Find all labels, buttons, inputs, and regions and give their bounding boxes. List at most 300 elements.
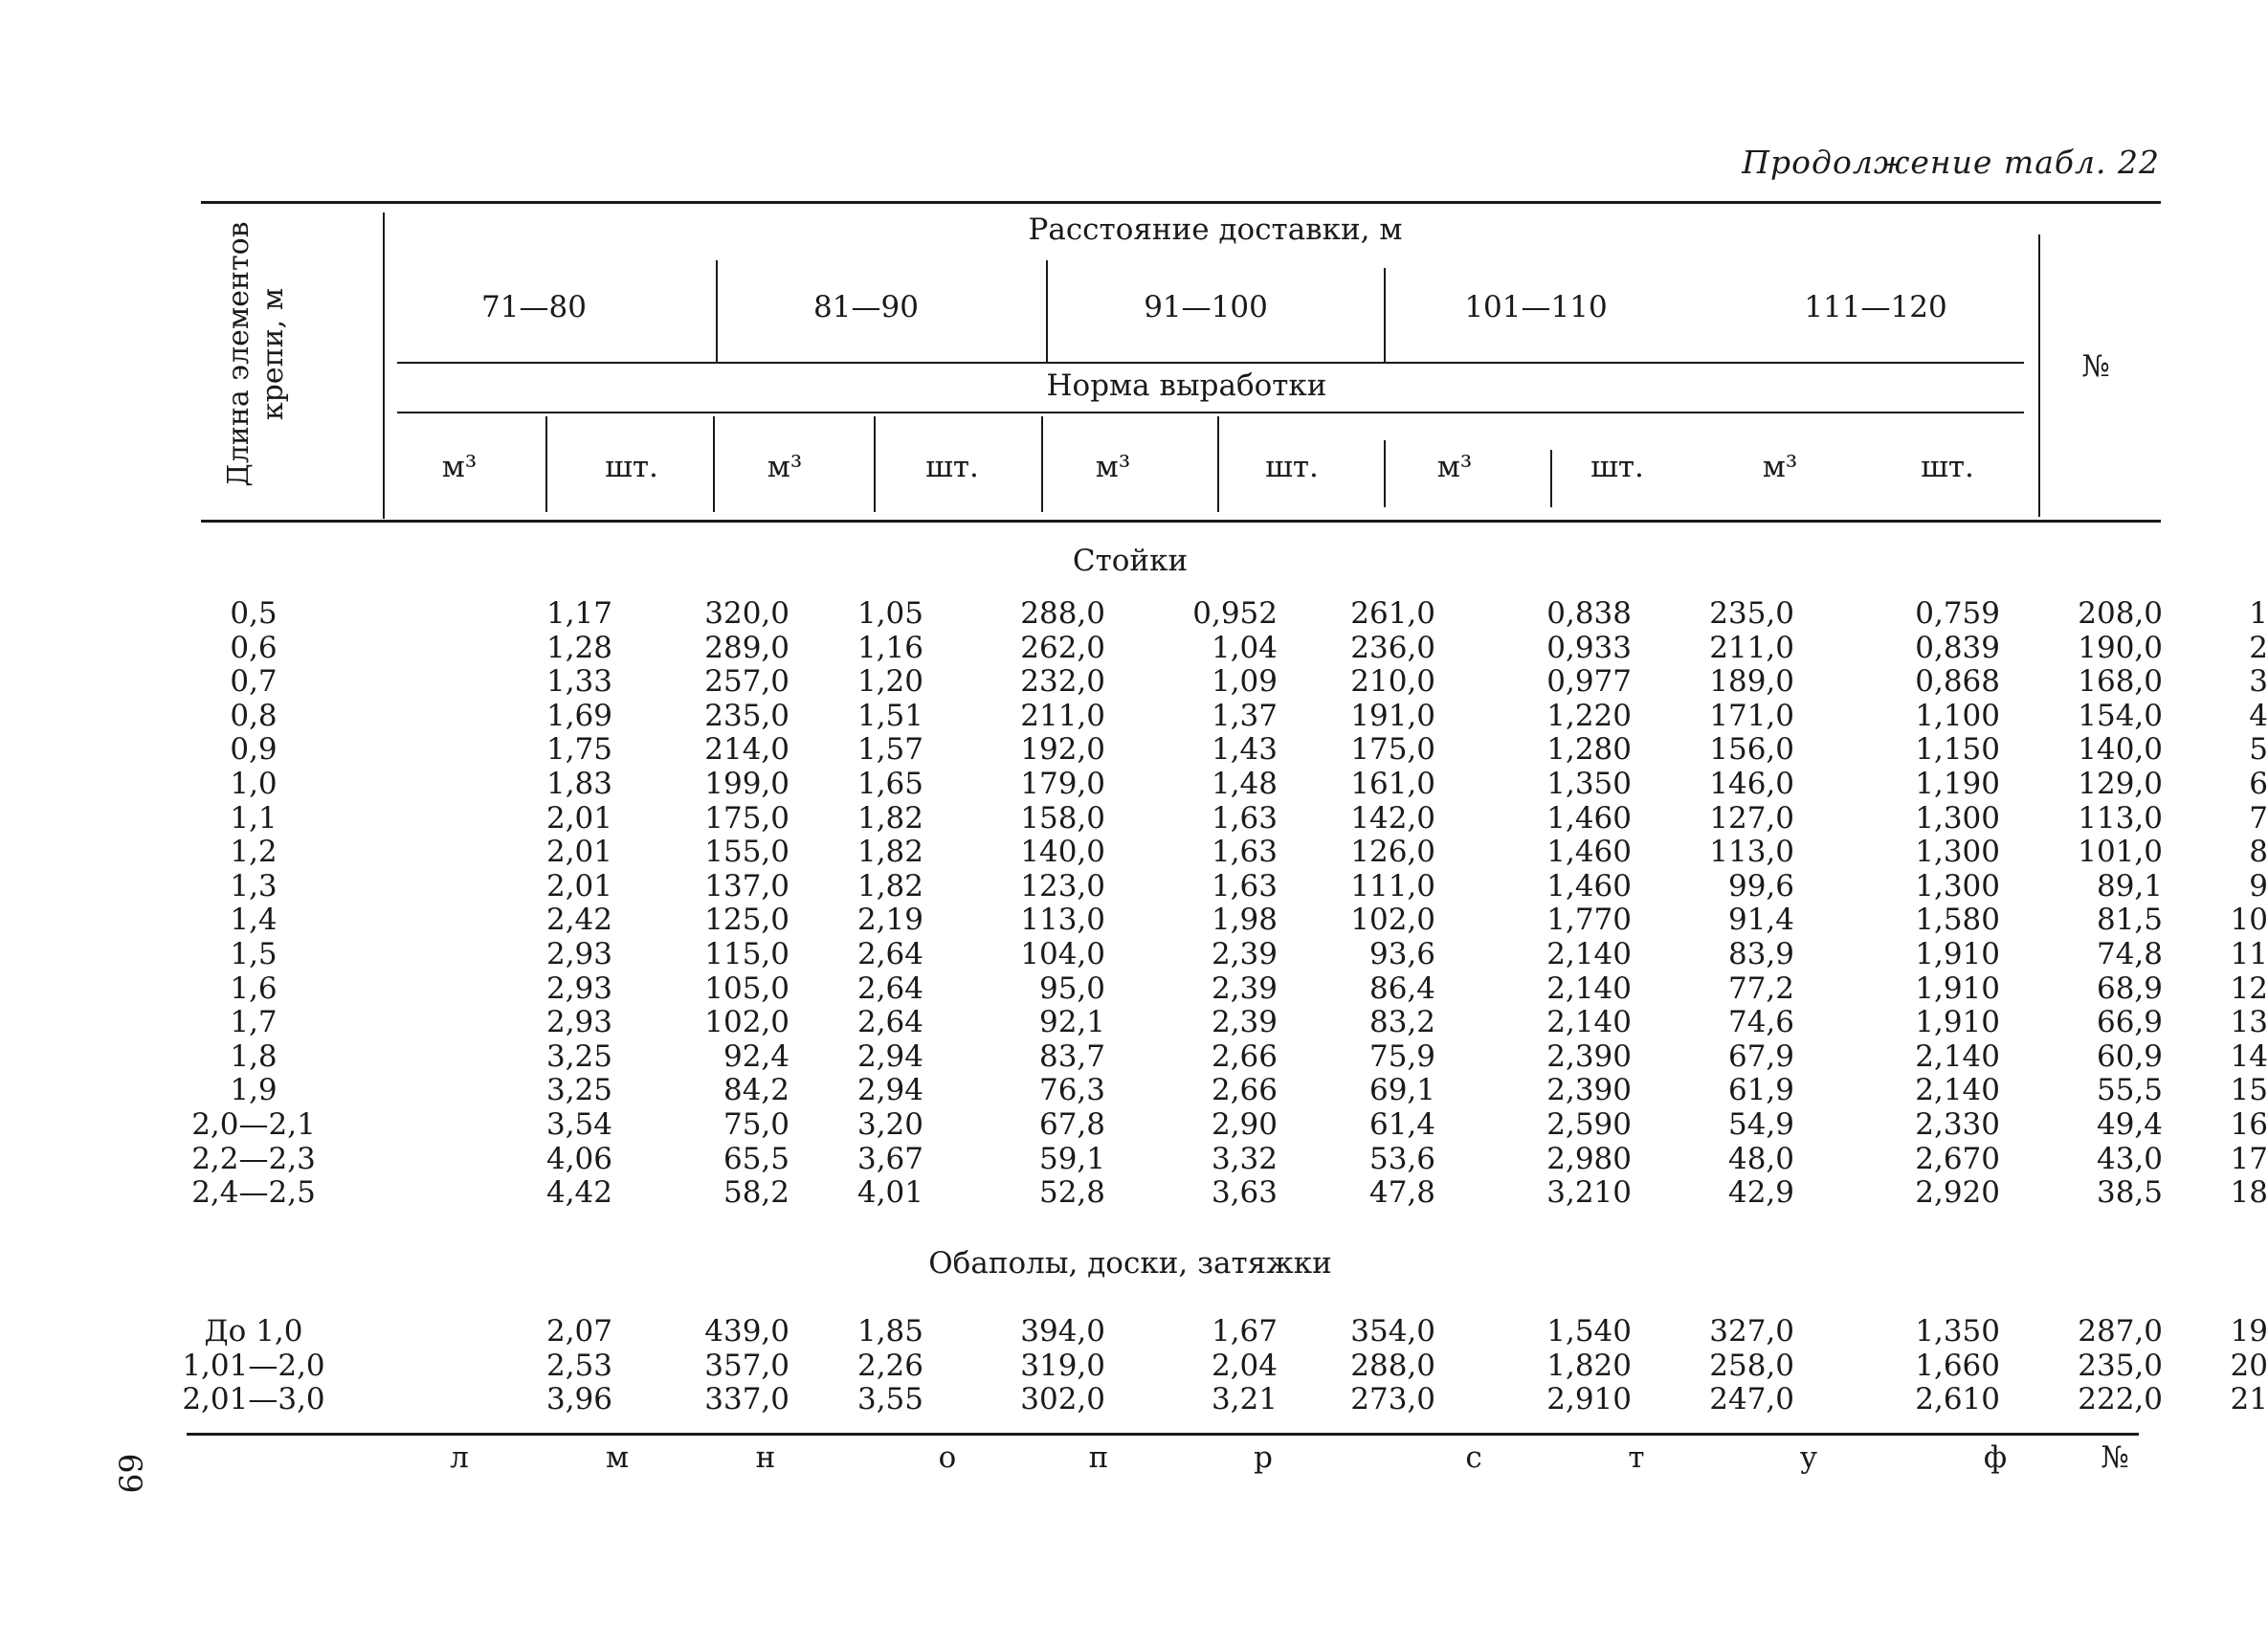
value-cell: 189,0 — [1709, 664, 1794, 700]
posts-row — [182, 1073, 2268, 1108]
value-cell: 2,90 — [1211, 1106, 1278, 1142]
value-cell: 235,0 — [1709, 596, 1794, 631]
value-cell: 91,4 — [1727, 903, 1794, 938]
value-cell: 1,67 — [1211, 1314, 1278, 1349]
section-boards: Обаполы, доски, затяжки — [928, 1246, 1332, 1281]
value-cell: 75,0 — [723, 1106, 789, 1142]
row-number-cell: 7 — [2249, 800, 2268, 836]
row-length-cell: 1,6 — [230, 970, 278, 1006]
value-cell: 3,96 — [545, 1382, 612, 1417]
value-cell: 1,300 — [1915, 800, 2000, 836]
value-cell: 439,0 — [704, 1314, 789, 1349]
value-cell: 210,0 — [1350, 664, 1435, 700]
value-cell: 161,0 — [1350, 766, 1435, 801]
value-cell: 99,6 — [1727, 868, 1794, 903]
row-length-cell: 0,9 — [230, 732, 278, 768]
value-cell: 42,9 — [1727, 1175, 1794, 1211]
row-length-cell: 1,1 — [230, 800, 278, 836]
value-cell: 2,39 — [1211, 936, 1278, 971]
value-cell: 1,660 — [1915, 1348, 2000, 1383]
value-cell: 192,0 — [1020, 732, 1105, 768]
posts-row — [182, 835, 2268, 870]
value-cell: 1,09 — [1211, 664, 1278, 700]
value-cell: 156,0 — [1709, 732, 1794, 768]
unit-pcs-1: шт. — [605, 450, 658, 484]
value-cell: 1,57 — [856, 732, 923, 768]
value-cell: 273,0 — [1350, 1382, 1435, 1417]
range-divider-3 — [1384, 268, 1386, 364]
value-cell: 0,839 — [1915, 630, 2000, 665]
unit-divider-3 — [874, 416, 876, 512]
posts-row — [182, 868, 2268, 904]
posts-row — [182, 766, 2268, 802]
value-cell: 55,5 — [2096, 1073, 2163, 1108]
row-number-cell: 21 — [2230, 1382, 2268, 1417]
value-cell: 93,6 — [1368, 936, 1435, 971]
value-cell: 2,93 — [545, 1005, 612, 1040]
value-cell: 1,910 — [1915, 1005, 2000, 1040]
value-cell: 190,0 — [2078, 630, 2163, 665]
value-cell: 2,910 — [1546, 1382, 1632, 1417]
value-cell: 287,0 — [2078, 1314, 2163, 1349]
row-number-cell: 13 — [2230, 1005, 2268, 1040]
value-cell: 101,0 — [2078, 835, 2163, 870]
value-cell: 140,0 — [2078, 732, 2163, 768]
value-cell: 1,82 — [856, 800, 923, 836]
value-cell: 47,8 — [1368, 1175, 1435, 1211]
value-cell: 142,0 — [1350, 800, 1435, 836]
value-cell: 43,0 — [2096, 1141, 2163, 1176]
value-cell: 113,0 — [2078, 800, 2163, 836]
value-cell: 2,390 — [1546, 1038, 1632, 1074]
value-cell: 89,1 — [2096, 868, 2163, 903]
unit-pcs-4: шт. — [1590, 450, 1644, 484]
value-cell: 288,0 — [1350, 1348, 1435, 1383]
value-cell: 53,6 — [1368, 1141, 1435, 1176]
number-divider — [2038, 234, 2040, 517]
value-cell: 2,64 — [856, 1005, 923, 1040]
value-cell: 67,9 — [1727, 1038, 1794, 1074]
row-length-cell: 1,4 — [230, 903, 278, 938]
row-number-cell: 1 — [2249, 596, 2268, 631]
posts-row — [182, 1141, 2268, 1177]
value-cell: 2,66 — [1211, 1073, 1278, 1108]
value-cell: 320,0 — [704, 596, 789, 631]
value-cell: 52,8 — [1038, 1175, 1105, 1211]
value-cell: 2,390 — [1546, 1073, 1632, 1108]
posts-row — [182, 664, 2268, 700]
row-number-cell: 9 — [2249, 868, 2268, 903]
footer-letter: л — [450, 1440, 469, 1475]
unit-divider-1 — [545, 416, 547, 512]
posts-row — [182, 800, 2268, 836]
footer-letter: № — [2101, 1440, 2129, 1475]
footer-rule — [187, 1433, 2139, 1436]
footer-letter: м — [605, 1440, 630, 1475]
value-cell: 235,0 — [704, 698, 789, 733]
value-cell: 2,330 — [1915, 1106, 2000, 1142]
posts-row — [182, 970, 2268, 1007]
row-length-cell: 2,0—2,1 — [191, 1106, 316, 1142]
footer-letter: о — [938, 1440, 957, 1475]
value-cell: 1,820 — [1546, 1348, 1632, 1383]
posts-row — [182, 1106, 2268, 1143]
row-number-cell: 15 — [2230, 1073, 2268, 1108]
value-cell: 354,0 — [1350, 1314, 1435, 1349]
value-cell: 102,0 — [704, 1005, 789, 1040]
value-cell: 4,06 — [545, 1141, 612, 1176]
value-cell: 1,280 — [1546, 732, 1632, 768]
row-length-cell: 0,5 — [230, 596, 278, 631]
value-cell: 66,9 — [2096, 1005, 2163, 1040]
value-cell: 1,20 — [856, 664, 923, 700]
value-cell: 288,0 — [1020, 596, 1105, 631]
value-cell: 4,01 — [856, 1175, 923, 1211]
range-71-80: 71—80 — [481, 290, 587, 324]
value-cell: 191,0 — [1350, 698, 1435, 733]
value-cell: 92,1 — [1038, 1005, 1105, 1040]
value-cell: 60,9 — [2096, 1038, 2163, 1074]
value-cell: 1,460 — [1546, 835, 1632, 870]
value-cell: 2,66 — [1211, 1038, 1278, 1074]
row-number-cell: 19 — [2230, 1314, 2268, 1349]
value-cell: 2,93 — [545, 936, 612, 971]
norm-divider-rule — [397, 412, 2024, 413]
value-cell: 327,0 — [1709, 1314, 1794, 1349]
value-cell: 2,590 — [1546, 1106, 1632, 1142]
value-cell: 208,0 — [2078, 596, 2163, 631]
value-cell: 1,98 — [1211, 903, 1278, 938]
value-cell: 1,63 — [1211, 835, 1278, 870]
posts-row — [182, 732, 2268, 768]
boards-row — [182, 1382, 2268, 1417]
value-cell: 319,0 — [1020, 1348, 1105, 1383]
value-cell: 137,0 — [704, 868, 789, 903]
value-cell: 1,910 — [1915, 970, 2000, 1006]
range-divider-1 — [716, 260, 718, 364]
value-cell: 92,4 — [723, 1038, 789, 1074]
value-cell: 126,0 — [1350, 835, 1435, 870]
value-cell: 1,82 — [856, 835, 923, 870]
row-number-cell: 5 — [2249, 732, 2268, 768]
value-cell: 3,21 — [1211, 1382, 1278, 1417]
value-cell: 3,55 — [856, 1382, 923, 1417]
value-cell: 232,0 — [1020, 664, 1105, 700]
range-divider-rule — [397, 362, 2024, 364]
range-101-110: 101—110 — [1464, 290, 1608, 324]
value-cell: 222,0 — [2078, 1382, 2163, 1417]
value-cell: 2,94 — [856, 1073, 923, 1108]
value-cell: 2,93 — [545, 970, 612, 1006]
value-cell: 2,04 — [1211, 1348, 1278, 1383]
value-cell: 2,140 — [1546, 970, 1632, 1006]
value-cell: 214,0 — [704, 732, 789, 768]
value-cell: 2,53 — [545, 1348, 612, 1383]
value-cell: 54,9 — [1727, 1106, 1794, 1142]
boards-row — [182, 1314, 2268, 1349]
row-length-cell: 2,01—3,0 — [182, 1382, 325, 1417]
value-cell: 2,670 — [1915, 1141, 2000, 1176]
value-cell: 1,770 — [1546, 903, 1632, 938]
value-cell: 81,5 — [2096, 903, 2163, 938]
value-cell: 2,01 — [545, 835, 612, 870]
row-number-cell: 14 — [2230, 1038, 2268, 1074]
value-cell: 1,17 — [545, 596, 612, 631]
value-cell: 4,42 — [545, 1175, 612, 1211]
value-cell: 1,37 — [1211, 698, 1278, 733]
row-number-cell: 18 — [2230, 1175, 2268, 1211]
value-cell: 95,0 — [1038, 970, 1105, 1006]
posts-row — [182, 630, 2268, 666]
value-cell: 258,0 — [1709, 1348, 1794, 1383]
value-cell: 74,8 — [2096, 936, 2163, 971]
top-rule — [201, 201, 2161, 204]
value-cell: 1,16 — [856, 630, 923, 665]
footer-letter: у — [1799, 1440, 1818, 1475]
value-cell: 59,1 — [1038, 1141, 1105, 1176]
value-cell: 1,05 — [856, 596, 923, 631]
value-cell: 1,33 — [545, 664, 612, 700]
value-cell: 1,65 — [856, 766, 923, 801]
row-length-cell: 1,5 — [230, 936, 278, 971]
value-cell: 1,910 — [1915, 936, 2000, 971]
footer-letter: н — [755, 1440, 776, 1475]
value-cell: 394,0 — [1020, 1314, 1105, 1349]
range-divider-2 — [1046, 260, 1048, 364]
value-cell: 102,0 — [1350, 903, 1435, 938]
value-cell: 67,8 — [1038, 1106, 1105, 1142]
value-cell: 3,210 — [1546, 1175, 1632, 1211]
value-cell: 1,85 — [856, 1314, 923, 1349]
value-cell: 0,933 — [1546, 630, 1632, 665]
value-cell: 129,0 — [2078, 766, 2163, 801]
value-cell: 261,0 — [1350, 596, 1435, 631]
row-length-cell: 2,4—2,5 — [191, 1175, 316, 1211]
row-number-cell: 4 — [2249, 698, 2268, 733]
table-caption: Продолжение табл. 22 — [1742, 144, 2160, 181]
value-cell: 0,952 — [1192, 596, 1278, 631]
unit-divider-7 — [1550, 450, 1552, 507]
unit-m3-1: м³ — [441, 450, 478, 484]
value-cell: 211,0 — [1709, 630, 1794, 665]
value-cell: 0,838 — [1546, 596, 1632, 631]
value-cell: 75,9 — [1368, 1038, 1435, 1074]
unit-divider-4 — [1041, 416, 1043, 512]
distance-header: Расстояние доставки, м — [1028, 212, 1403, 247]
value-cell: 2,94 — [856, 1038, 923, 1074]
row-length-cell: 1,9 — [230, 1073, 278, 1108]
unit-pcs-5: шт. — [1921, 450, 1974, 484]
value-cell: 2,01 — [545, 868, 612, 903]
unit-m3-4: м³ — [1436, 450, 1473, 484]
posts-row — [182, 1005, 2268, 1040]
value-cell: 2,42 — [545, 903, 612, 938]
value-cell: 2,140 — [1546, 936, 1632, 971]
footer-letter: т — [1628, 1440, 1645, 1475]
value-cell: 2,26 — [856, 1348, 923, 1383]
value-cell: 83,9 — [1727, 936, 1794, 971]
posts-row — [182, 1038, 2268, 1075]
row-length-cell: 2,2—2,3 — [191, 1141, 316, 1176]
value-cell: 1,43 — [1211, 732, 1278, 768]
value-cell: 74,6 — [1727, 1005, 1794, 1040]
value-cell: 113,0 — [1709, 835, 1794, 870]
row-length-cell: 0,8 — [230, 698, 278, 733]
value-cell: 3,54 — [545, 1106, 612, 1142]
unit-m3-5: м³ — [1762, 450, 1798, 484]
value-cell: 1,350 — [1546, 766, 1632, 801]
value-cell: 2,140 — [1915, 1073, 2000, 1108]
header-bottom-rule — [201, 520, 2161, 523]
row-length-cell: 1,0 — [230, 766, 278, 801]
number-header: № — [2081, 349, 2110, 384]
row-number-cell: 17 — [2230, 1141, 2268, 1176]
value-cell: 1,28 — [545, 630, 612, 665]
page-number: 69 — [111, 1453, 149, 1494]
value-cell: 0,977 — [1546, 664, 1632, 700]
range-91-100: 91—100 — [1144, 290, 1268, 324]
value-cell: 2,07 — [545, 1314, 612, 1349]
section-posts: Стойки — [1072, 544, 1189, 578]
value-cell: 3,63 — [1211, 1175, 1278, 1211]
value-cell: 1,300 — [1915, 868, 2000, 903]
value-cell: 48,0 — [1727, 1141, 1794, 1176]
value-cell: 158,0 — [1020, 800, 1105, 836]
value-cell: 1,460 — [1546, 868, 1632, 903]
value-cell: 86,4 — [1368, 970, 1435, 1006]
stub-header: Длина элементов крепи, м — [222, 221, 290, 487]
value-cell: 83,7 — [1038, 1038, 1105, 1074]
value-cell: 1,300 — [1915, 835, 2000, 870]
value-cell: 3,25 — [545, 1073, 612, 1108]
boards-table-body — [182, 1314, 2268, 1417]
stub-divider — [383, 212, 385, 519]
value-cell: 1,190 — [1915, 766, 2000, 801]
unit-divider-2 — [713, 416, 715, 512]
value-cell: 289,0 — [704, 630, 789, 665]
value-cell: 2,39 — [1211, 970, 1278, 1006]
unit-pcs-3: шт. — [1265, 450, 1319, 484]
value-cell: 1,220 — [1546, 698, 1632, 733]
row-number-cell: 12 — [2230, 970, 2268, 1006]
value-cell: 1,460 — [1546, 800, 1632, 836]
value-cell: 2,64 — [856, 970, 923, 1006]
value-cell: 262,0 — [1020, 630, 1105, 665]
value-cell: 357,0 — [704, 1348, 789, 1383]
value-cell: 1,63 — [1211, 800, 1278, 836]
value-cell: 1,04 — [1211, 630, 1278, 665]
value-cell: 1,100 — [1915, 698, 2000, 733]
value-cell: 235,0 — [2078, 1348, 2163, 1383]
row-number-cell: 6 — [2249, 766, 2268, 801]
value-cell: 175,0 — [704, 800, 789, 836]
range-111-120: 111—120 — [1804, 290, 1947, 324]
value-cell: 211,0 — [1020, 698, 1105, 733]
value-cell: 3,25 — [545, 1038, 612, 1074]
value-cell: 1,75 — [545, 732, 612, 768]
value-cell: 61,4 — [1368, 1106, 1435, 1142]
value-cell: 61,9 — [1727, 1073, 1794, 1108]
row-number-cell: 16 — [2230, 1106, 2268, 1142]
value-cell: 69,1 — [1368, 1073, 1435, 1108]
value-cell: 113,0 — [1020, 903, 1105, 938]
row-number-cell: 20 — [2230, 1348, 2268, 1383]
value-cell: 2,64 — [856, 936, 923, 971]
posts-row — [182, 698, 2268, 734]
value-cell: 1,48 — [1211, 766, 1278, 801]
value-cell: 83,2 — [1368, 1005, 1435, 1040]
posts-table-body — [182, 596, 2268, 1211]
footer-letter: р — [1254, 1440, 1273, 1475]
row-number-cell: 8 — [2249, 835, 2268, 870]
value-cell: 49,4 — [2096, 1106, 2163, 1142]
unit-divider-6 — [1384, 440, 1386, 507]
value-cell: 1,69 — [545, 698, 612, 733]
row-number-cell: 2 — [2249, 630, 2268, 665]
value-cell: 127,0 — [1709, 800, 1794, 836]
value-cell: 140,0 — [1020, 835, 1105, 870]
posts-row — [182, 1175, 2268, 1211]
row-length-cell: До 1,0 — [204, 1314, 303, 1349]
value-cell: 3,32 — [1211, 1141, 1278, 1176]
value-cell: 3,67 — [856, 1141, 923, 1176]
row-number-cell: 10 — [2230, 903, 2268, 938]
unit-pcs-2: шт. — [925, 450, 979, 484]
value-cell: 77,2 — [1727, 970, 1794, 1006]
unit-m3-3: м³ — [1095, 450, 1131, 484]
value-cell: 111,0 — [1350, 868, 1435, 903]
value-cell: 179,0 — [1020, 766, 1105, 801]
value-cell: 1,350 — [1915, 1314, 2000, 1349]
value-cell: 302,0 — [1020, 1382, 1105, 1417]
value-cell: 2,39 — [1211, 1005, 1278, 1040]
value-cell: 68,9 — [2096, 970, 2163, 1006]
value-cell: 65,5 — [723, 1141, 789, 1176]
posts-row — [182, 903, 2268, 938]
value-cell: 247,0 — [1709, 1382, 1794, 1417]
value-cell: 1,82 — [856, 868, 923, 903]
row-length-cell: 1,3 — [230, 868, 278, 903]
row-length-cell: 1,01—2,0 — [182, 1348, 325, 1383]
row-length-cell: 1,2 — [230, 835, 278, 870]
value-cell: 1,63 — [1211, 868, 1278, 903]
value-cell: 76,3 — [1038, 1073, 1105, 1108]
value-cell: 0,868 — [1915, 664, 2000, 700]
value-cell: 2,980 — [1546, 1141, 1632, 1176]
unit-m3-2: м³ — [767, 450, 803, 484]
value-cell: 38,5 — [2096, 1175, 2163, 1211]
norm-header: Норма выработки — [1046, 368, 1327, 403]
value-cell: 2,920 — [1915, 1175, 2000, 1211]
value-cell: 171,0 — [1709, 698, 1794, 733]
value-cell: 337,0 — [704, 1382, 789, 1417]
value-cell: 3,20 — [856, 1106, 923, 1142]
value-cell: 115,0 — [704, 936, 789, 971]
value-cell: 236,0 — [1350, 630, 1435, 665]
value-cell: 105,0 — [704, 970, 789, 1006]
value-cell: 2,140 — [1915, 1038, 2000, 1074]
value-cell: 1,580 — [1915, 903, 2000, 938]
row-number-cell: 11 — [2230, 936, 2268, 971]
boards-row — [182, 1348, 2268, 1384]
value-cell: 84,2 — [723, 1073, 789, 1108]
value-cell: 58,2 — [723, 1175, 789, 1211]
value-cell: 154,0 — [2078, 698, 2163, 733]
value-cell: 104,0 — [1020, 936, 1105, 971]
value-cell: 2,140 — [1546, 1005, 1632, 1040]
range-81-90: 81—90 — [813, 290, 919, 324]
value-cell: 168,0 — [2078, 664, 2163, 700]
